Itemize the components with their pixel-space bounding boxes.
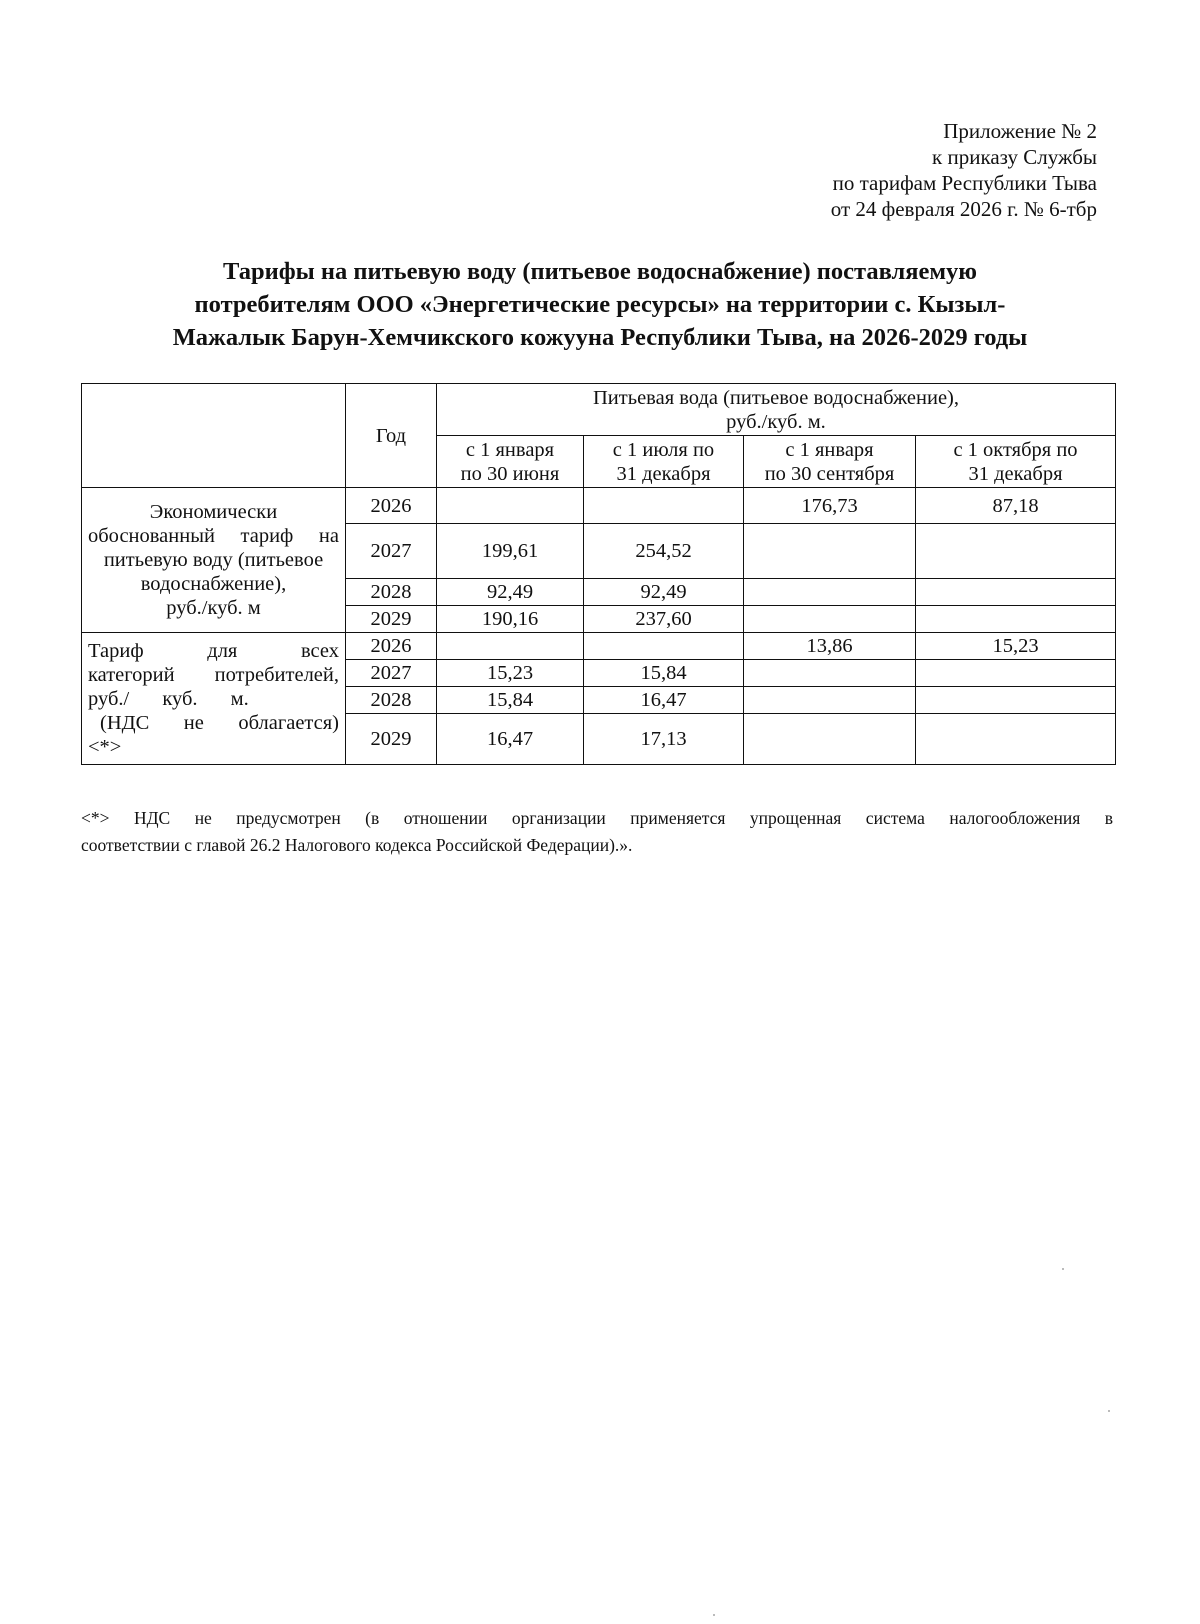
period-header bbox=[584, 436, 744, 488]
value-cell bbox=[744, 579, 916, 606]
value-cell bbox=[744, 524, 916, 579]
value-cell: 17,13 bbox=[584, 714, 744, 765]
scan-speck bbox=[713, 1614, 715, 1616]
table-row bbox=[82, 488, 1116, 524]
section-label-line: питьевую воду (питьевое bbox=[103, 549, 324, 571]
value-cell: 15,84 bbox=[584, 660, 744, 687]
value-cell: 237,60 bbox=[584, 606, 744, 633]
period-line: с 1 июля по bbox=[612, 438, 715, 461]
section-label-line: (НДС не облагается) bbox=[100, 711, 339, 734]
value-cell bbox=[916, 660, 1116, 687]
section-label-line: Экономически bbox=[149, 501, 278, 523]
period-header bbox=[744, 436, 916, 488]
scan-speck bbox=[1062, 1268, 1064, 1270]
title-line: потребителям ООО «Энергетические ресурсы» на территории с. Кызыл- bbox=[194, 291, 1006, 318]
value-cell: 15,23 bbox=[916, 633, 1116, 660]
section-label-line: руб./куб. м bbox=[166, 597, 261, 619]
group-header bbox=[437, 384, 1116, 436]
tariff-table bbox=[81, 383, 1116, 765]
value-cell: 92,49 bbox=[437, 579, 584, 606]
period-line: 31 декабря bbox=[616, 462, 711, 485]
value-cell bbox=[584, 633, 744, 660]
value-cell bbox=[916, 524, 1116, 579]
value-cell bbox=[744, 714, 916, 765]
section-label bbox=[82, 633, 346, 765]
appendix-line: по тарифам Республики Тыва bbox=[832, 171, 1097, 195]
title-line: Мажалык Барун-Хемчикского кожууна Республики Тыва, на 2026-2029 годы bbox=[172, 324, 1028, 351]
value-cell: 190,16 bbox=[437, 606, 584, 633]
section-label-line: <*> bbox=[88, 735, 122, 758]
value-cell bbox=[916, 579, 1116, 606]
group-header-line: Питьевая вода (питьевое водоснабжение), bbox=[593, 386, 959, 409]
value-cell bbox=[437, 633, 584, 660]
section-label bbox=[82, 488, 346, 633]
value-cell bbox=[437, 488, 584, 524]
value-cell bbox=[916, 714, 1116, 765]
year-cell: 2027 bbox=[346, 660, 437, 687]
year-cell: 2026 bbox=[346, 488, 437, 524]
value-cell: 87,18 bbox=[916, 488, 1116, 524]
period-header bbox=[916, 436, 1116, 488]
section-label-line: руб./ куб. м. bbox=[88, 687, 249, 710]
year-cell: 2028 bbox=[346, 687, 437, 714]
value-cell bbox=[744, 606, 916, 633]
value-cell bbox=[744, 660, 916, 687]
value-cell: 176,73 bbox=[744, 488, 916, 524]
value-cell: 92,49 bbox=[584, 579, 744, 606]
value-cell bbox=[916, 606, 1116, 633]
value-cell bbox=[584, 488, 744, 524]
value-cell: 16,47 bbox=[584, 687, 744, 714]
value-cell bbox=[744, 687, 916, 714]
footnote bbox=[81, 805, 1113, 859]
appendix-line: Приложение № 2 bbox=[943, 119, 1097, 143]
appendix-header bbox=[831, 118, 1097, 222]
appendix-line: от 24 февраля 2026 г. № 6-тбр bbox=[830, 197, 1097, 221]
table-corner-cell bbox=[82, 384, 346, 488]
footnote-line: <*> НДС не предусмотрен (в отношении организации применяется упрощенная система налогообложения в bbox=[81, 808, 1113, 828]
section-label-line: Тариф для всех bbox=[88, 639, 339, 662]
value-cell: 13,86 bbox=[744, 633, 916, 660]
section-label-line: категорий потребителей, bbox=[88, 663, 339, 686]
period-line: с 1 января bbox=[785, 438, 874, 461]
document-title bbox=[80, 255, 1120, 354]
period-line: по 30 сентября bbox=[764, 462, 895, 485]
year-cell: 2029 bbox=[346, 714, 437, 765]
period-header bbox=[437, 436, 584, 488]
year-cell: 2027 bbox=[346, 524, 437, 579]
section-label-line: водоснабжение), bbox=[140, 573, 287, 595]
period-line: с 1 января bbox=[465, 438, 555, 461]
title-line: Тарифы на питьевую воду (питьевое водоснабжение) поставляемую bbox=[222, 258, 978, 285]
period-line: 31 декабря bbox=[968, 462, 1063, 485]
year-cell: 2029 bbox=[346, 606, 437, 633]
value-cell: 254,52 bbox=[584, 524, 744, 579]
year-cell: 2028 bbox=[346, 579, 437, 606]
value-cell bbox=[916, 687, 1116, 714]
year-header: Год bbox=[346, 384, 437, 488]
appendix-line: к приказу Службы bbox=[932, 145, 1097, 169]
table-row bbox=[82, 633, 1116, 660]
period-line: с 1 октября по bbox=[953, 438, 1078, 461]
section-label-line: обоснованный тариф на bbox=[88, 525, 339, 547]
value-cell: 16,47 bbox=[437, 714, 584, 765]
group-header-line: руб./куб. м. bbox=[726, 410, 826, 433]
year-cell: 2026 bbox=[346, 633, 437, 660]
value-cell: 15,84 bbox=[437, 687, 584, 714]
period-line: по 30 июня bbox=[460, 462, 560, 485]
value-cell: 199,61 bbox=[437, 524, 584, 579]
value-cell: 15,23 bbox=[437, 660, 584, 687]
footnote-line: соответствии с главой 26.2 Налогового кодекса Российской Федерации).». bbox=[81, 835, 633, 855]
scan-speck bbox=[1108, 1410, 1110, 1412]
